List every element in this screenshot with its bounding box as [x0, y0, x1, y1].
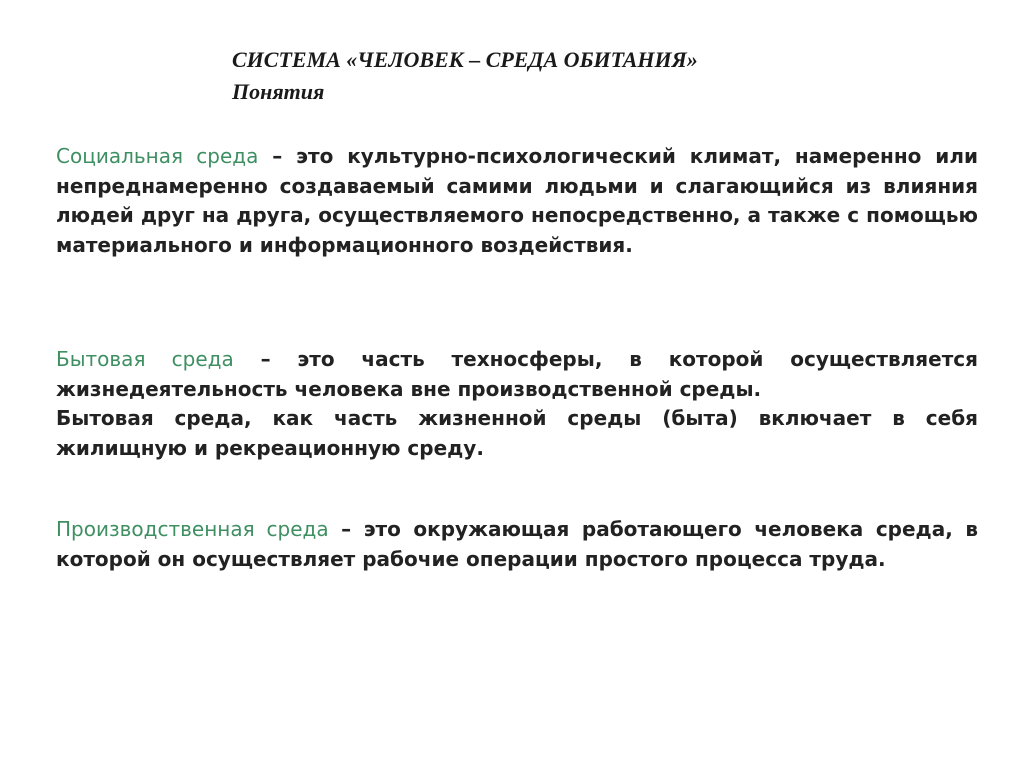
term-social-environment: Социальная среда: [56, 144, 259, 168]
definition-social-environment: – это культурно-психологический климат, намеренно или непреднамеренно создаваемый самими людьми и слагающийся из влияния людей друг на друга, осуществляемого непосредственно, а также с помощью материального и информационного воздействия.: [56, 144, 978, 257]
paragraph-production-environment: [56, 515, 978, 574]
definition-production-environment: – это окружающая работающего человека среда, в которой он осуществляет рабочие операции простого процесса труда.: [56, 517, 978, 571]
term-production-environment: Производственная среда: [56, 517, 329, 541]
paragraph-social-environment: [56, 142, 978, 260]
title-subtitle: Понятия: [232, 79, 325, 104]
definition-household-environment: – это часть техносферы, в которой осуществляется жизнедеятельность человека вне производственной среды.: [56, 347, 978, 401]
slide-title: [232, 44, 698, 108]
household-environment-extra: Бытовая среда, как часть жизненной среды (быта) включает в себя жилищную и рекреационную среду.: [56, 406, 978, 460]
title-main: СИСТЕМА «ЧЕЛОВЕК – СРЕДА ОБИТАНИЯ»: [232, 47, 698, 72]
term-household-environment: Бытовая среда: [56, 347, 234, 371]
paragraph-household-environment: [56, 345, 978, 463]
